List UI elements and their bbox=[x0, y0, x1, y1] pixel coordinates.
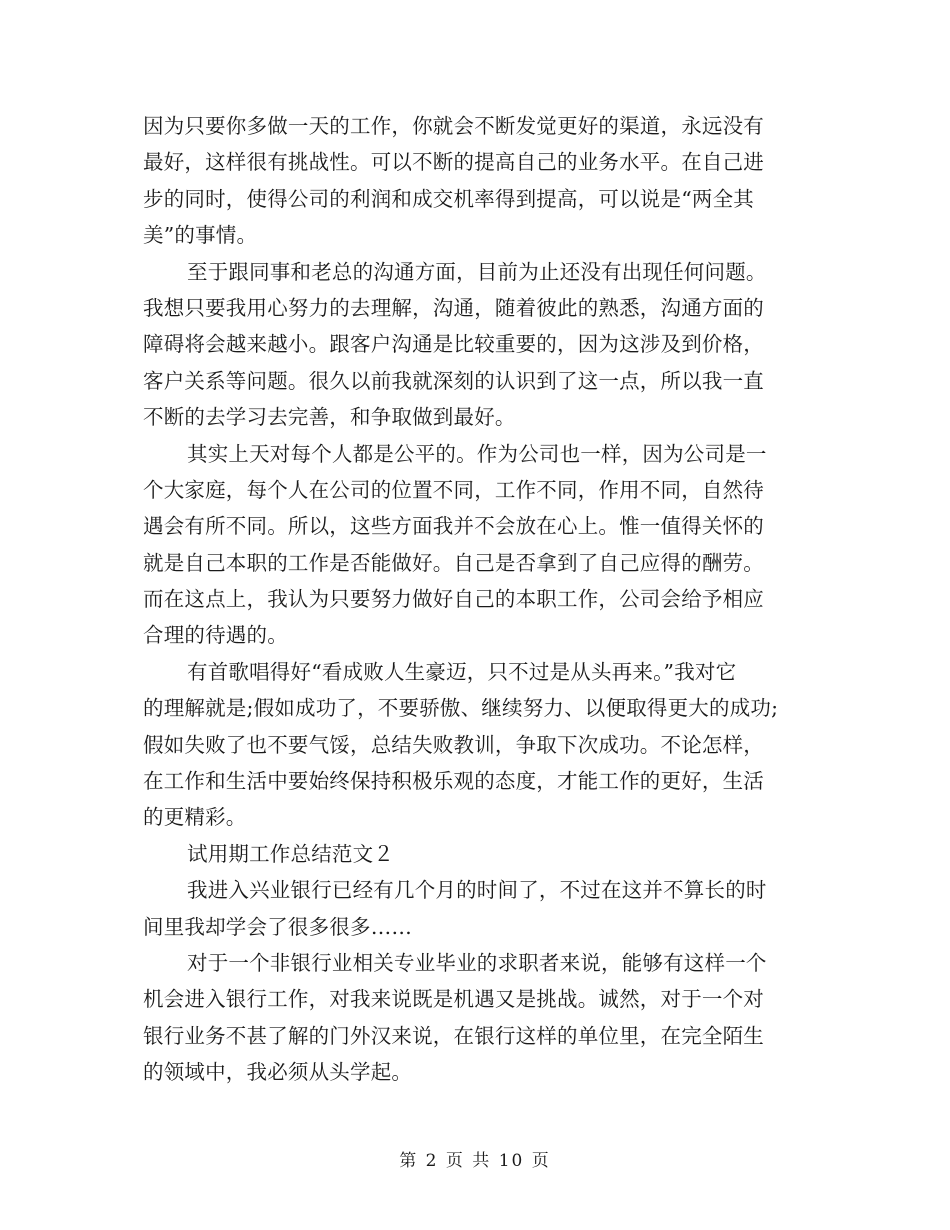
text-line: 合理的待遇的。 bbox=[143, 623, 288, 648]
text-line: 的更精彩。 bbox=[143, 805, 247, 830]
text-line: 有首歌唱得好“看成败人生豪迈，只不过是从头再来。”我对它 bbox=[187, 659, 737, 684]
text-line: 试用期工作总结范文２ bbox=[187, 841, 394, 866]
text-line: 我想只要我用心努力的去理解，沟通，随着彼此的熟悉，沟通方面的 bbox=[143, 295, 764, 320]
text-line: 间里我却学会了很多很多…… bbox=[143, 914, 413, 939]
text-line: 银行业务不甚了解的门外汉来说，在银行这样的单位里，在完全陌生 bbox=[143, 1023, 764, 1048]
text-line: 的理解就是;假如成功了，不要骄傲、继续努力、以便取得更大的成功; bbox=[143, 696, 779, 721]
text-line: 不断的去学习去完善，和争取做到最好。 bbox=[143, 405, 516, 430]
text-line: 个大家庭，每个人在公司的位置不同，工作不同，作用不同，自然待 bbox=[143, 477, 764, 502]
text-line: 美”的事情。 bbox=[143, 223, 258, 248]
text-line: 的领域中，我必须从头学起。 bbox=[143, 1060, 413, 1085]
text-line: 就是自己本职的工作是否能做好。自己是否拿到了自己应得的酬劳。 bbox=[143, 550, 764, 575]
text-line: 而在这点上，我认为只要努力做好自己的本职工作，公司会给予相应 bbox=[143, 587, 764, 612]
text-line: 客户关系等问题。很久以前我就深刻的认识到了这一点，所以我一直 bbox=[143, 368, 764, 393]
text-line: 其实上天对每个人都是公平的。作为公司也一样，因为公司是一 bbox=[187, 441, 767, 466]
text-line: 对于一个非银行业相关专业毕业的求职者来说，能够有这样一个 bbox=[187, 950, 767, 975]
text-line: 假如失败了也不要气馁，总结失败教训，争取下次成功。不论怎样， bbox=[143, 732, 764, 757]
text-line: 最好，这样很有挑战性。可以不断的提高自己的业务水平。在自己进 bbox=[143, 150, 764, 175]
text-line: 步的同时，使得公司的利润和成交机率得到提高，可以说是“两全其 bbox=[143, 186, 754, 211]
text-line: 遇会有所不同。所以，这些方面我并不会放在心上。惟一值得关怀的 bbox=[143, 514, 764, 539]
text-line: 在工作和生活中要始终保持积极乐观的态度，才能工作的更好，生活 bbox=[143, 769, 764, 794]
text-line: 至于跟同事和老总的沟通方面，目前为止还没有出现任何问题。 bbox=[187, 259, 767, 284]
text-line: 障碍将会越来越小。跟客户沟通是比较重要的，因为这涉及到价格， bbox=[143, 332, 764, 357]
text-line: 机会进入银行工作，对我来说既是机遇又是挑战。诚然，对于一个对 bbox=[143, 987, 764, 1012]
text-line: 我进入兴业银行已经有几个月的时间了，不过在这并不算长的时 bbox=[187, 878, 767, 903]
document-body bbox=[143, 108, 823, 1091]
page-footer: 第 2 页 共 10 页 bbox=[399, 1151, 551, 1171]
text-line: 因为只要你多做一天的工作，你就会不断发觉更好的渠道，永远没有 bbox=[143, 114, 764, 138]
